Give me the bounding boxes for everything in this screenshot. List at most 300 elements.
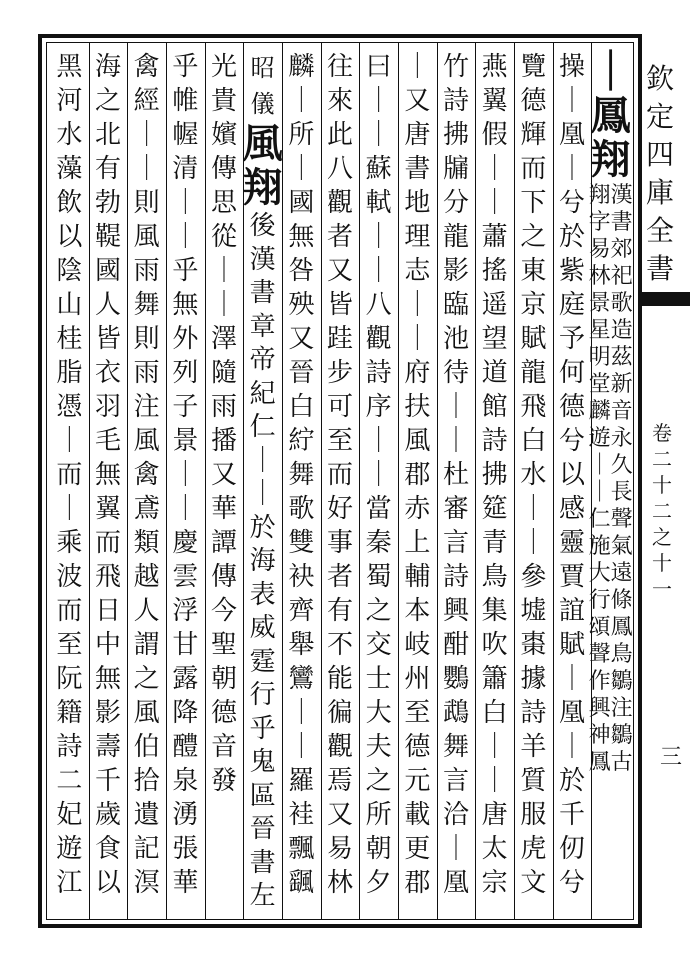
column-rule	[205, 42, 206, 920]
text-char: 慶	[172, 528, 199, 558]
text-char: 波	[56, 562, 83, 592]
text-char: 書	[610, 210, 633, 235]
text-char: 藻	[56, 154, 83, 184]
side-title-char: 庫	[645, 176, 674, 209]
text-char: 鳶	[133, 494, 160, 524]
text-char: 鵡	[442, 698, 469, 728]
text-char: 清	[172, 154, 199, 184]
text-char: 言	[442, 528, 469, 558]
text-char: 雨	[133, 256, 160, 286]
text-char: 思	[210, 188, 237, 218]
text-char: 景	[172, 426, 199, 456]
text-column	[47, 50, 91, 900]
text-char: 而	[520, 154, 547, 184]
text-char: 書	[249, 278, 276, 309]
text-char: ｜	[442, 426, 469, 456]
text-char: 軾	[365, 188, 392, 218]
text-column	[241, 50, 285, 914]
text-char: 大	[588, 561, 611, 586]
text-char: 郡	[404, 868, 431, 898]
text-char: 舉	[288, 630, 315, 660]
text-char: 類	[133, 528, 160, 558]
text-char: 元	[404, 766, 431, 796]
column-rule	[127, 42, 128, 920]
text-char: 紫	[558, 256, 585, 286]
text-char: 鬼	[249, 747, 276, 778]
text-char: 翼	[481, 86, 508, 116]
text-char: 蕭	[481, 222, 508, 252]
text-char: 傳	[210, 562, 237, 592]
text-char: 祀	[610, 264, 633, 289]
text-char: 八	[326, 154, 353, 184]
text-char: 至	[326, 426, 353, 456]
text-char: 鳥	[481, 562, 508, 592]
text-char: 而	[56, 460, 83, 490]
text-char: 陰	[56, 256, 83, 286]
text-char: 遠	[610, 561, 633, 586]
text-char: 聲	[588, 642, 611, 667]
text-char: 文	[520, 868, 547, 898]
text-char: 音	[610, 399, 633, 424]
text-char: 晉	[288, 358, 315, 388]
text-char: 桂	[56, 324, 83, 354]
text-char: 審	[442, 494, 469, 524]
text-char: 兮	[558, 188, 585, 218]
text-char: 靈	[558, 528, 585, 558]
text-char: 所	[365, 800, 392, 830]
text-char: 神	[588, 723, 611, 748]
text-char: ｜	[365, 256, 392, 286]
text-char: 兮	[558, 426, 585, 456]
text-char: 仞	[558, 834, 585, 864]
text-char: 發	[210, 766, 237, 796]
text-char: 日	[94, 596, 121, 626]
text-char: 誼	[558, 596, 585, 626]
heading-char: 儀	[250, 90, 275, 118]
heading-char: 翔	[590, 136, 631, 183]
side-volume-char: 十	[652, 551, 672, 575]
text-char: 明	[588, 345, 611, 370]
text-char: 紵	[288, 426, 315, 456]
text-char: 鳥	[610, 642, 633, 667]
text-char: 分	[442, 188, 469, 218]
text-char: 所	[288, 120, 315, 150]
text-char: 伯	[133, 732, 160, 762]
text-char: 妃	[56, 800, 83, 830]
text-char: 之	[520, 222, 547, 252]
text-char: ｜	[365, 222, 392, 252]
text-char: ｜	[133, 154, 160, 184]
text-char: ｜	[520, 528, 547, 558]
text-column	[318, 50, 362, 900]
text-char: 氣	[610, 534, 633, 559]
text-char: 無	[94, 460, 121, 490]
text-char: 華	[210, 494, 237, 524]
text-char: 士	[365, 664, 392, 694]
text-char: 作	[588, 669, 611, 694]
text-char: 以	[56, 222, 83, 252]
text-char: 白	[520, 426, 547, 456]
text-char: 據	[520, 664, 547, 694]
text-char: 左	[249, 881, 276, 912]
text-char: 無	[94, 664, 121, 694]
text-char: 賈	[558, 562, 585, 592]
text-char: 華	[172, 868, 199, 898]
text-char: 酣	[442, 630, 469, 660]
text-char: 何	[558, 358, 585, 388]
text-char: 晉	[249, 814, 276, 845]
text-char: 露	[172, 664, 199, 694]
text-column	[86, 50, 130, 900]
text-char: 燕	[481, 52, 508, 82]
text-char: 威	[249, 613, 276, 644]
text-char: 興	[588, 696, 611, 721]
column-rule	[321, 42, 322, 920]
text-char: 古	[610, 750, 633, 775]
text-char: 飛	[520, 392, 547, 422]
text-char: 德	[558, 392, 585, 422]
text-char: 龍	[442, 222, 469, 252]
text-char: 江	[56, 868, 83, 898]
text-char: ｜	[558, 732, 585, 762]
text-char: 載	[404, 800, 431, 830]
side-volume	[650, 420, 674, 602]
text-char: 拾	[133, 766, 160, 796]
side-title-char: 全	[645, 214, 674, 247]
text-char: 至	[404, 698, 431, 728]
side-title-char: 四	[645, 138, 674, 171]
text-char: 澤	[210, 324, 237, 354]
text-char: 今	[210, 596, 237, 626]
text-char: 貴	[210, 86, 237, 116]
text-char: 之	[94, 86, 121, 116]
text-char: 條	[610, 588, 633, 613]
text-char: 羊	[520, 732, 547, 762]
text-char: 壽	[94, 732, 121, 762]
text-char: 郡	[404, 460, 431, 490]
text-char: ｜	[588, 480, 611, 505]
text-char: 牖	[442, 154, 469, 184]
text-char: 風	[133, 426, 160, 456]
text-char: 甘	[172, 630, 199, 660]
text-char: 搖	[481, 256, 508, 286]
text-char: 長	[610, 480, 633, 505]
column-rule	[475, 42, 476, 920]
text-char: 乎	[249, 713, 276, 744]
text-char: 隨	[210, 358, 237, 388]
text-char: 簫	[481, 664, 508, 694]
text-char: 林	[326, 868, 353, 898]
text-column	[163, 50, 207, 900]
text-char: 更	[404, 834, 431, 864]
text-char: 殃	[288, 290, 315, 320]
text-char: 蜀	[365, 562, 392, 592]
text-char: ｜	[172, 222, 199, 252]
text-char: 參	[520, 562, 547, 592]
text-char: 觀	[326, 188, 353, 218]
side-title	[642, 60, 678, 288]
text-char: 詩	[481, 426, 508, 456]
text-char: 聖	[210, 630, 237, 660]
text-char: ｜	[404, 290, 431, 320]
text-char: 幄	[172, 120, 199, 150]
text-char: 可	[326, 392, 353, 422]
text-char: 白	[481, 698, 508, 728]
text-char: 經	[133, 86, 160, 116]
text-char: 張	[172, 834, 199, 864]
text-char: 行	[588, 588, 611, 613]
text-char: 之	[133, 664, 160, 694]
text-char: 者	[326, 562, 353, 592]
text-char: 竹	[442, 52, 469, 82]
text-char: 飲	[56, 188, 83, 218]
side-volume-char: 一	[652, 577, 672, 601]
text-char: 岐	[404, 630, 431, 660]
text-char: 興	[442, 596, 469, 626]
text-char: 蘇	[365, 154, 392, 184]
text-char: ｜	[172, 494, 199, 524]
text-char: 以	[94, 868, 121, 898]
text-char: 永	[610, 426, 633, 451]
text-char: 越	[133, 562, 160, 592]
text-char: 鸞	[288, 664, 315, 694]
text-char: ｜	[56, 494, 83, 524]
text-char: 字	[588, 210, 611, 235]
text-char: 外	[172, 324, 199, 354]
side-volume-char: 之	[652, 525, 672, 549]
text-char: ｜	[404, 52, 431, 82]
text-char: 朝	[365, 834, 392, 864]
side-divider	[642, 292, 690, 306]
text-char: 曰	[365, 52, 392, 82]
text-char: 府	[404, 358, 431, 388]
text-char: 赤	[404, 494, 431, 524]
text-char: 皆	[326, 290, 353, 320]
text-char: 秦	[365, 528, 392, 558]
text-char: 風	[133, 698, 160, 728]
text-char: 音	[210, 732, 237, 762]
text-char: 乎	[172, 52, 199, 82]
text-column	[395, 50, 439, 900]
column-rule	[243, 42, 244, 920]
text-char: 鶵	[610, 669, 633, 694]
text-char: 青	[481, 528, 508, 558]
text-char: 麟	[588, 399, 611, 424]
text-char: 步	[326, 358, 353, 388]
text-char: 遊	[588, 426, 611, 451]
text-char: 棗	[520, 630, 547, 660]
text-char: 德	[404, 732, 431, 762]
text-char: 臨	[442, 290, 469, 320]
text-char: 風	[404, 426, 431, 456]
text-char: 新	[610, 372, 633, 397]
text-char: 袂	[288, 562, 315, 592]
text-char: 禽	[133, 460, 160, 490]
text-char: 東	[520, 256, 547, 286]
text-char: ｜	[481, 154, 508, 184]
side-volume-char: 二	[652, 499, 672, 523]
text-char: ｜	[481, 732, 508, 762]
text-char: 覽	[520, 52, 547, 82]
text-char: ｜	[365, 86, 392, 116]
text-char: 千	[558, 800, 585, 830]
text-char: 服	[520, 800, 547, 830]
text-char: 茲	[610, 345, 633, 370]
text-char: 予	[558, 324, 585, 354]
text-char: 跬	[326, 324, 353, 354]
text-char: 地	[404, 188, 431, 218]
text-char: 序	[365, 392, 392, 422]
text-char: 食	[94, 834, 121, 864]
text-char: 久	[610, 453, 633, 478]
text-column	[589, 50, 633, 776]
text-char: 人	[133, 596, 160, 626]
side-title-char: 欽	[645, 62, 674, 95]
text-char: ｜	[442, 392, 469, 422]
text-char: 吹	[481, 630, 508, 660]
text-char: 輝	[520, 120, 547, 150]
text-char: 之	[365, 766, 392, 796]
text-char: 以	[558, 460, 585, 490]
text-char: 後	[249, 211, 276, 241]
text-char: 易	[326, 834, 353, 864]
text-char: ｜	[288, 154, 315, 184]
text-char: 飄	[288, 834, 315, 864]
text-char: 醴	[172, 732, 199, 762]
column-rule	[514, 42, 515, 920]
heading-char: 鳳	[590, 92, 631, 139]
text-char: 降	[172, 698, 199, 728]
text-char: 憑	[56, 392, 83, 422]
text-char: ｜	[210, 256, 237, 286]
text-char: 凰	[558, 120, 585, 150]
text-char: 浮	[172, 596, 199, 626]
text-char: 詩	[442, 562, 469, 592]
side-title-char: 定	[645, 100, 674, 133]
text-char: 袿	[288, 800, 315, 830]
text-char: ｜	[558, 664, 585, 694]
column-rule	[89, 42, 90, 920]
text-char: 舞	[442, 732, 469, 762]
text-char: 中	[94, 630, 121, 660]
text-char: ｜	[365, 120, 392, 150]
text-char: 遥	[481, 290, 508, 320]
text-char: 詩	[56, 732, 83, 762]
text-char: 飛	[94, 562, 121, 592]
text-char: 仁	[588, 507, 611, 532]
text-char: 此	[326, 120, 353, 150]
text-char: 嬪	[210, 120, 237, 150]
text-char: 本	[404, 596, 431, 626]
text-char: 林	[588, 264, 611, 289]
text-char: 詩	[365, 358, 392, 388]
text-char: 觀	[326, 732, 353, 762]
text-char: 雲	[172, 562, 199, 592]
side-volume-char: 二	[652, 447, 672, 471]
text-char: 雨	[133, 358, 160, 388]
text-char: ｜	[558, 86, 585, 116]
text-char: ｜	[172, 188, 199, 218]
text-char: ｜	[288, 732, 315, 762]
text-char: 至	[56, 630, 83, 660]
text-char: 黑	[56, 52, 83, 82]
text-char: 郊	[610, 237, 633, 262]
text-char: 千	[94, 766, 121, 796]
text-column	[434, 50, 478, 900]
text-char: 從	[210, 222, 237, 252]
text-char: 詩	[520, 698, 547, 728]
text-char: 京	[520, 290, 547, 320]
text-char: 夫	[365, 732, 392, 762]
text-char: 區	[249, 780, 276, 811]
heading-char: 翔	[242, 164, 283, 211]
text-char: 賦	[558, 630, 585, 660]
text-char: 傳	[210, 154, 237, 184]
text-char: 漢	[249, 244, 276, 275]
text-char: 舞	[133, 290, 160, 320]
text-char: 表	[249, 579, 276, 610]
text-char: 頌	[588, 615, 611, 640]
text-char: 水	[56, 120, 83, 150]
column-rule	[166, 42, 167, 920]
text-char: 光	[210, 52, 237, 82]
text-char: 於	[249, 512, 276, 543]
text-char: ｜	[210, 290, 237, 320]
text-char: 施	[588, 534, 611, 559]
text-char: 鳳	[588, 750, 611, 775]
text-char: 皆	[94, 324, 121, 354]
text-char: 假	[481, 120, 508, 150]
text-char: ｜	[249, 479, 276, 510]
side-volume-char: 卷	[652, 421, 672, 445]
text-char: 脂	[56, 358, 83, 388]
text-char: 譚	[210, 528, 237, 558]
text-char: 大	[365, 698, 392, 728]
text-char: 人	[94, 290, 121, 320]
heading-char: 風	[242, 120, 283, 167]
text-char: 列	[172, 358, 199, 388]
text-char: 影	[94, 698, 121, 728]
text-char: 鞮	[94, 222, 121, 252]
text-char: 遺	[133, 800, 160, 830]
text-char: 水	[520, 460, 547, 490]
column-rule	[282, 42, 283, 920]
text-char: 鳳	[610, 615, 633, 640]
text-char: 下	[520, 188, 547, 218]
text-char: 勃	[94, 188, 121, 218]
text-char: 帝	[249, 345, 276, 376]
text-char: ｜	[365, 426, 392, 456]
text-char: 者	[326, 222, 353, 252]
text-char: 鶵	[610, 723, 633, 748]
text-char: 歌	[610, 291, 633, 316]
text-char: 則	[133, 324, 160, 354]
text-char: 咎	[288, 256, 315, 286]
text-char: 上	[404, 528, 431, 558]
text-char: 易	[588, 237, 611, 262]
text-char: 國	[288, 188, 315, 218]
text-char: ｜	[481, 766, 508, 796]
text-char: ｜	[288, 698, 315, 728]
side-page-mark: 三	[660, 745, 683, 770]
text-char: 二	[56, 766, 83, 796]
text-char: 質	[520, 766, 547, 796]
text-char: 舞	[288, 460, 315, 490]
text-char: 墟	[520, 596, 547, 626]
text-char: 觀	[365, 324, 392, 354]
text-char: ｜	[588, 453, 611, 478]
text-char: 待	[442, 358, 469, 388]
